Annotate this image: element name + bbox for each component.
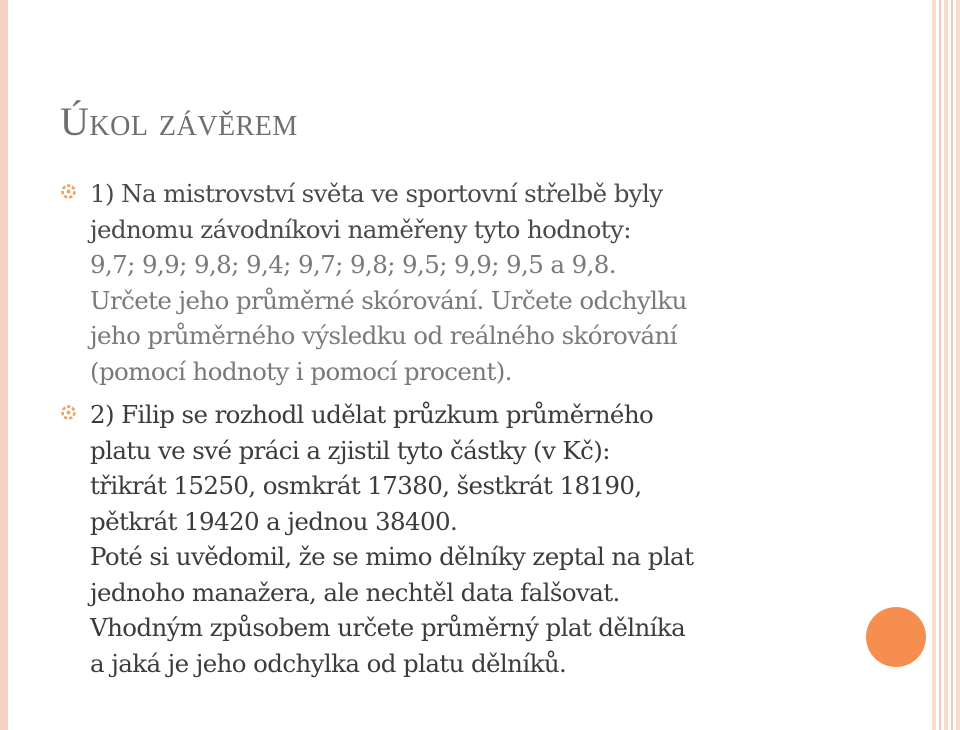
bullet-item-2 (60, 397, 860, 681)
bullet-2-line-5: Poté si uvědomil, že se mimo dělníky zeptal na plat (90, 542, 694, 571)
decorative-orange-circle (866, 607, 926, 667)
bullet-2-line-6: jednoho manažera, ale nechtěl data falšovat. (90, 577, 620, 607)
slide-title: Úkol závěrem (60, 99, 298, 144)
bullet-item-1 (60, 176, 860, 389)
bullet-1-line-3: 9,7; 9,9; 9,8; 9,4; 9,7; 9,8; 9,5; 9,9; 9,5 a 9,8. (90, 250, 616, 279)
bullet-2-line-1: 2) Filip se rozhodl udělat průzkum průměrného (90, 400, 654, 429)
bullet-2-line-2: platu ve své práci a zjistil tyto částky (v Kč): (90, 435, 610, 465)
bullet-2-line-3: třikrát 15250, osmkrát 17380, šestkrát 18190, (90, 471, 642, 500)
bullet-1-line-4: Určete jeho průměrné skórování. Určete odchylku (90, 285, 687, 315)
bullet-1-line-2: jednomu závodníkovi naměřeny tyto hodnoty: (90, 214, 631, 244)
right-border-decoration (932, 0, 960, 730)
bullet-1-line-6: (pomocí hodnoty i pomocí procent). (90, 356, 512, 386)
bullet-2-line-7: Vhodným způsobem určete průměrný plat dělníka (90, 613, 686, 642)
bullet-2-line-8: a jaká je jeho odchylka od platu dělníků. (90, 648, 567, 678)
bullet-2-line-4: pětkrát 19420 a jednou 38400. (90, 506, 458, 536)
bullet-1-line-1: 1) Na mistrovství světa ve sportovní střelbě byly (90, 179, 663, 208)
bullet-1-line-5: jeho průměrného výsledku od reálného skórování (90, 321, 677, 350)
bullet-ring-icon (60, 404, 77, 421)
left-border-decoration (0, 0, 8, 730)
slide-content (60, 176, 860, 689)
bullet-ring-icon (60, 183, 77, 200)
